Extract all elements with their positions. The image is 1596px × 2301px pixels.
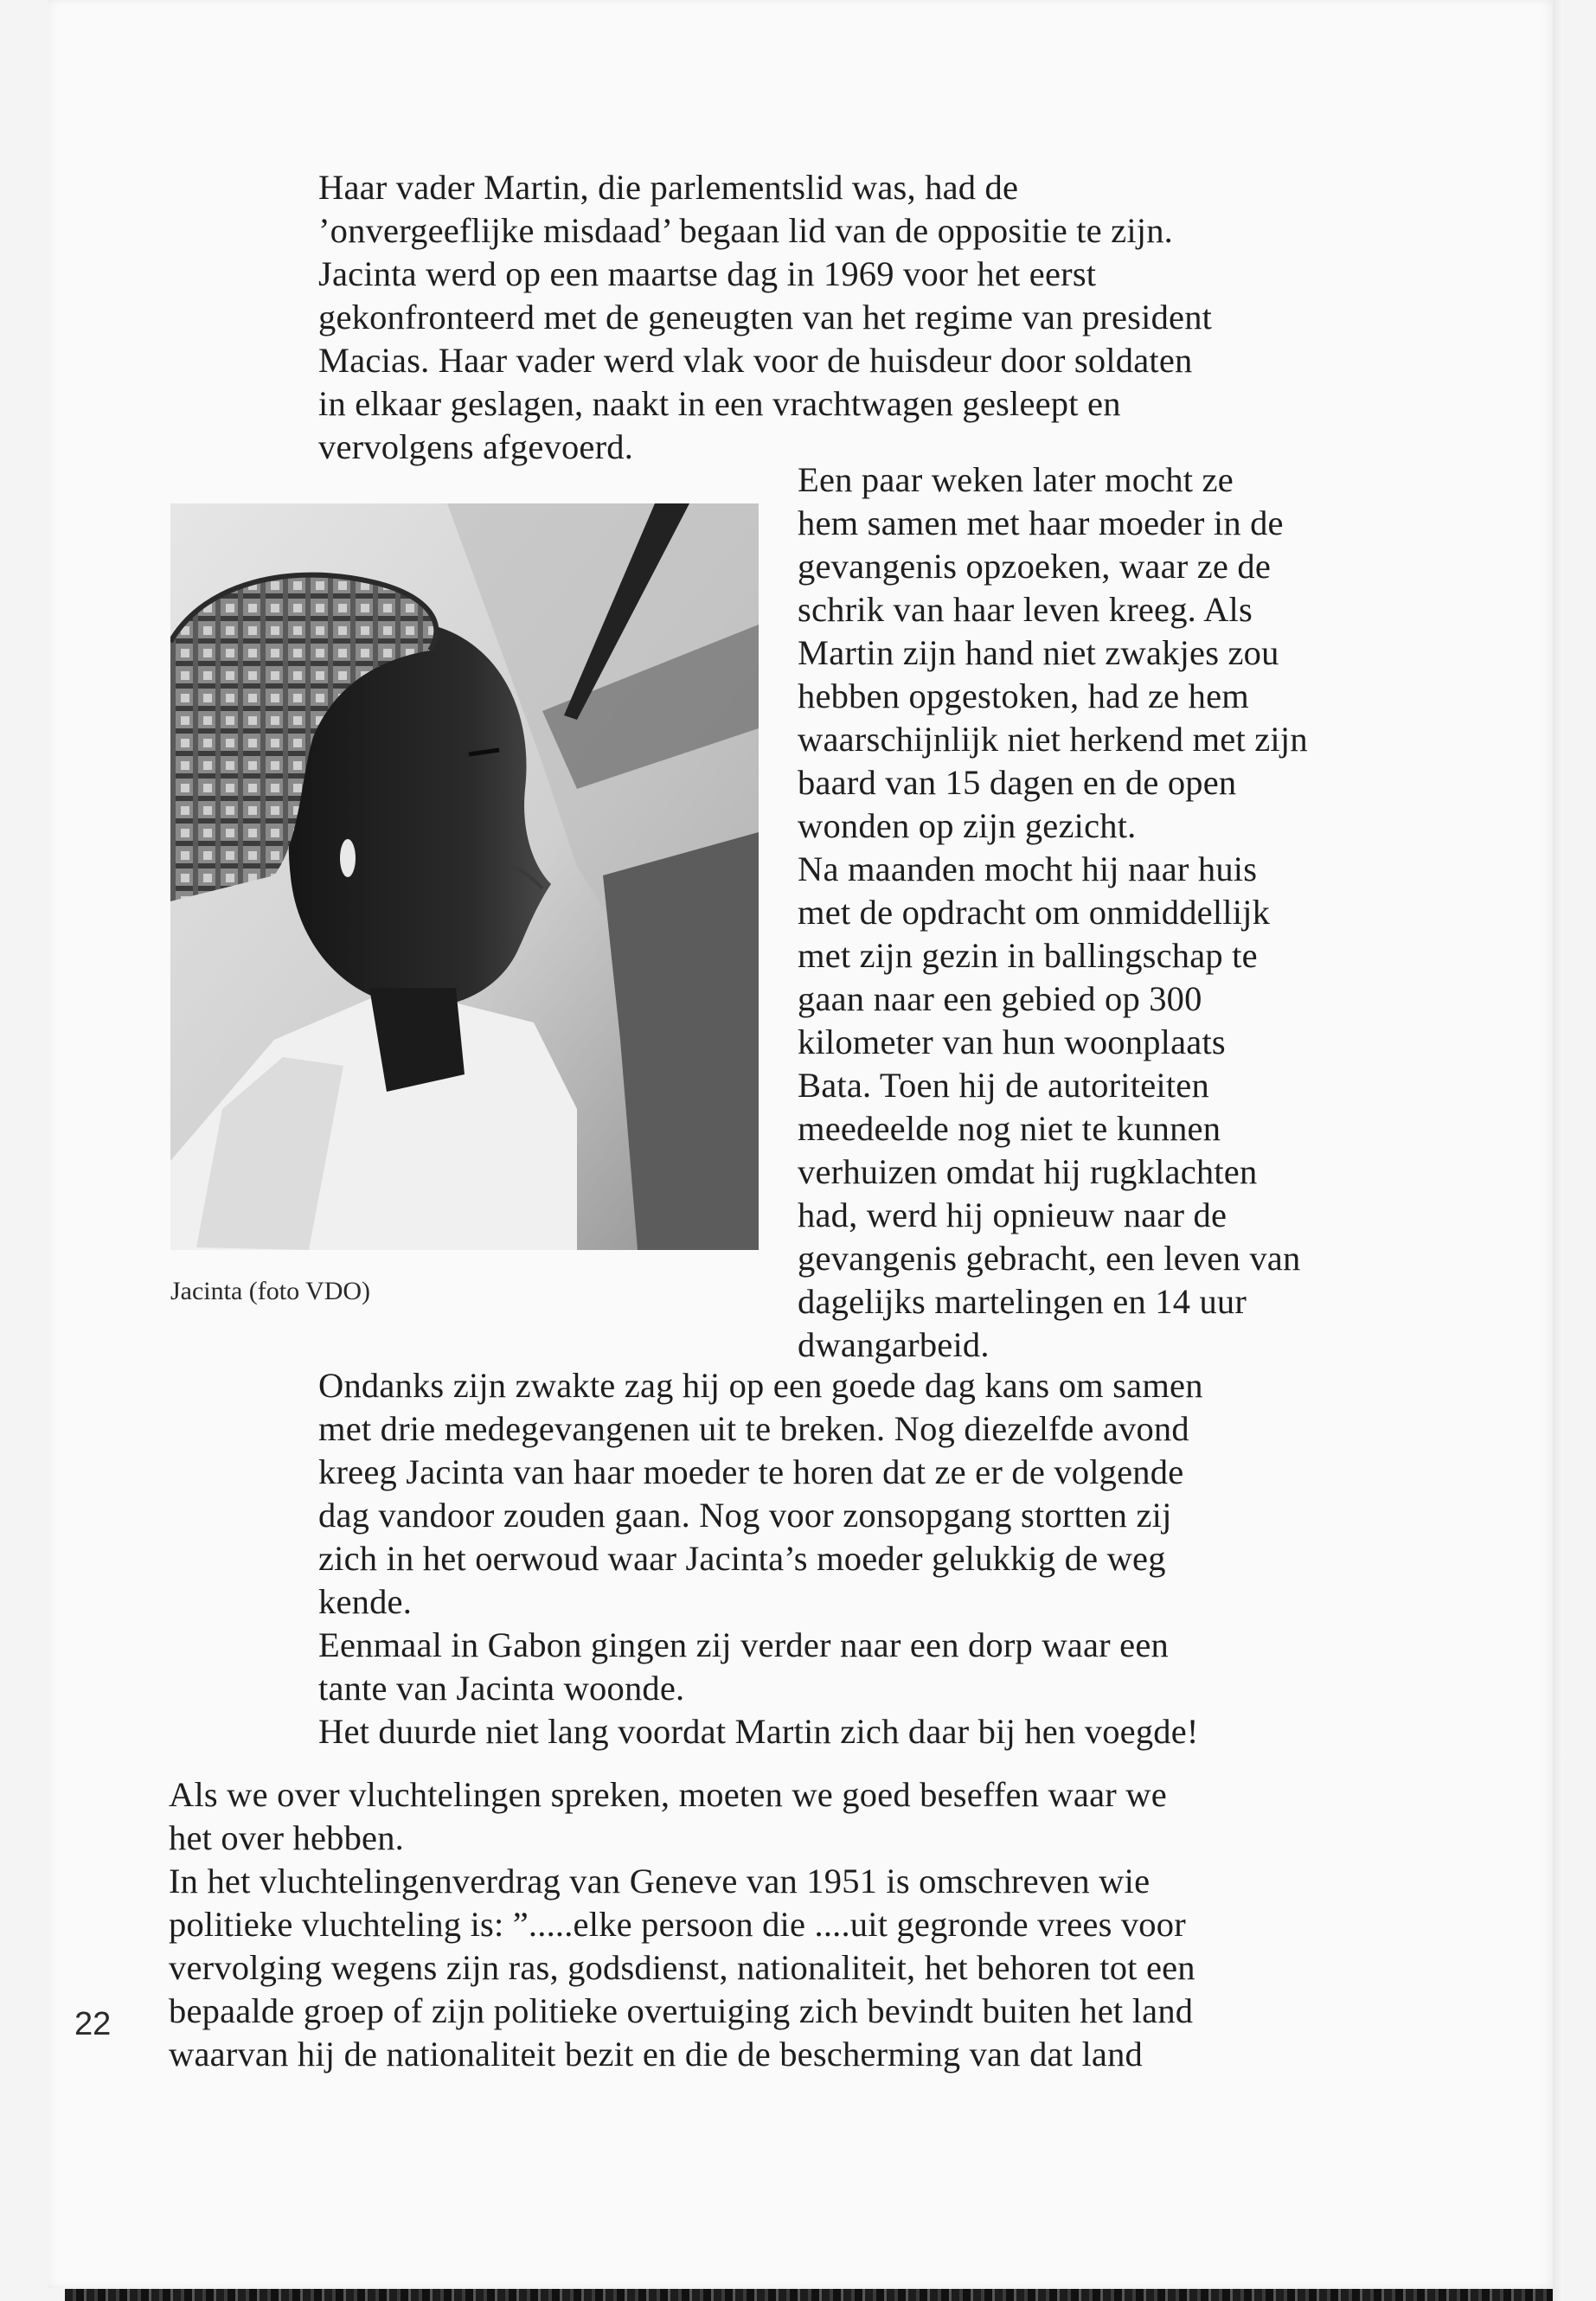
text-line: Een paar weken later mocht ze xyxy=(798,460,1234,499)
text-line: vervolging wegens zijn ras, godsdienst, nationaliteit, het behoren tot een xyxy=(169,1948,1195,1987)
text-line: Het duurde niet lang voordat Martin zich daar bij hen voegde! xyxy=(318,1712,1199,1751)
text-line: gaan naar een gebied op 300 xyxy=(798,979,1202,1018)
text-line: Bata. Toen hij de autoriteiten xyxy=(798,1066,1209,1105)
text-line: met zijn gezin in ballingschap te xyxy=(798,936,1258,975)
text-line: zich in het oerwoud waar Jacinta’s moeder gelukkig de weg xyxy=(318,1539,1166,1578)
paragraph-prison xyxy=(798,458,1308,1367)
paragraph-escape xyxy=(318,1364,1203,1753)
text-line: Martin zijn hand niet zwakjes zou xyxy=(798,633,1279,672)
text-line: Macias. Haar vader werd vlak voor de huisdeur door soldaten xyxy=(318,341,1193,380)
text-line: waarvan hij de nationaliteit bezit en die de bescherming van dat land xyxy=(169,2035,1144,2073)
text-line: kilometer van hun woonplaats xyxy=(798,1022,1226,1061)
text-line: het over hebben. xyxy=(169,1818,404,1857)
text-line: Ondanks zijn zwakte zag hij op een goede dag kans om samen xyxy=(318,1366,1203,1405)
text-line: dwangarbeid. xyxy=(798,1325,990,1364)
text-line: met de opdracht om onmiddellijk xyxy=(798,893,1271,932)
text-line: dagelijks martelingen en 14 uur xyxy=(798,1282,1247,1321)
text-line: schrik van haar leven kreeg. Als xyxy=(798,590,1253,629)
text-line: Als we over vluchtelingen spreken, moeten we goed beseffen waar we xyxy=(169,1775,1167,1814)
page-edge xyxy=(1553,0,1563,2301)
text-line: Na maanden mocht hij naar huis xyxy=(798,849,1258,888)
text-line: politieke vluchteling is: ”.....elke persoon die ....uit gegronde vrees voor xyxy=(169,1905,1186,1944)
portrait-photo xyxy=(170,503,759,1250)
text-line: vervolgens afgevoerd. xyxy=(318,427,634,466)
paragraph-intro xyxy=(318,166,1212,469)
text-line: wonden op zijn gezicht. xyxy=(798,806,1137,845)
portrait-illustration xyxy=(170,503,759,1250)
text-line: ’onvergeeflijke misdaad’ begaan lid van de oppositie te zijn. xyxy=(318,211,1173,250)
text-line: tante van Jacinta woonde. xyxy=(318,1669,685,1708)
text-line: gekonfronteerd met de geneugten van het regime van president xyxy=(318,298,1213,336)
text-line: waarschijnlijk niet herkend met zijn xyxy=(798,720,1308,759)
text-line: gevangenis opzoeken, waar ze de xyxy=(798,547,1272,586)
text-line: met drie medegevangenen uit te breken. Nog diezelfde avond xyxy=(318,1409,1189,1448)
text-line: Jacinta werd op een maartse dag in 1969 voor het eerst xyxy=(318,254,1097,293)
text-line: meedeelde nog niet te kunnen xyxy=(798,1109,1221,1148)
text-line: verhuizen omdat hij rugklachten xyxy=(798,1152,1258,1191)
text-line: had, werd hij opnieuw naar de xyxy=(798,1195,1227,1234)
text-line: baard van 15 dagen en de open xyxy=(798,763,1237,802)
text-line: bepaalde groep of zijn politieke overtuiging zich bevindt buiten het land xyxy=(169,1991,1194,2030)
paragraph-definition xyxy=(169,1773,1195,2076)
photo-caption: Jacinta (foto VDO) xyxy=(170,1277,371,1305)
text-line: kreeg Jacinta van haar moeder te horen dat ze er de volgende xyxy=(318,1452,1184,1491)
page-number: 22 xyxy=(74,2006,112,2042)
text-line: hebben opgestoken, had ze hem xyxy=(798,676,1249,715)
text-line: Eenmaal in Gabon gingen zij verder naar een dorp waar een xyxy=(318,1625,1169,1664)
text-line: in elkaar geslagen, naakt in een vrachtwagen gesleept en xyxy=(318,384,1121,423)
text-line: gevangenis gebracht, een leven van xyxy=(798,1239,1301,1278)
text-line: Haar vader Martin, die parlementslid was, had de xyxy=(318,168,1019,207)
scan-bottom-edge xyxy=(65,2289,1553,2301)
text-line: dag vandoor zouden gaan. Nog voor zonsopgang stortten zij xyxy=(318,1496,1172,1535)
text-line: kende. xyxy=(318,1582,413,1621)
text-line: hem samen met haar moeder in de xyxy=(798,503,1284,542)
text-line: In het vluchtelingenverdrag van Geneve van 1951 is omschreven wie xyxy=(169,1862,1151,1900)
